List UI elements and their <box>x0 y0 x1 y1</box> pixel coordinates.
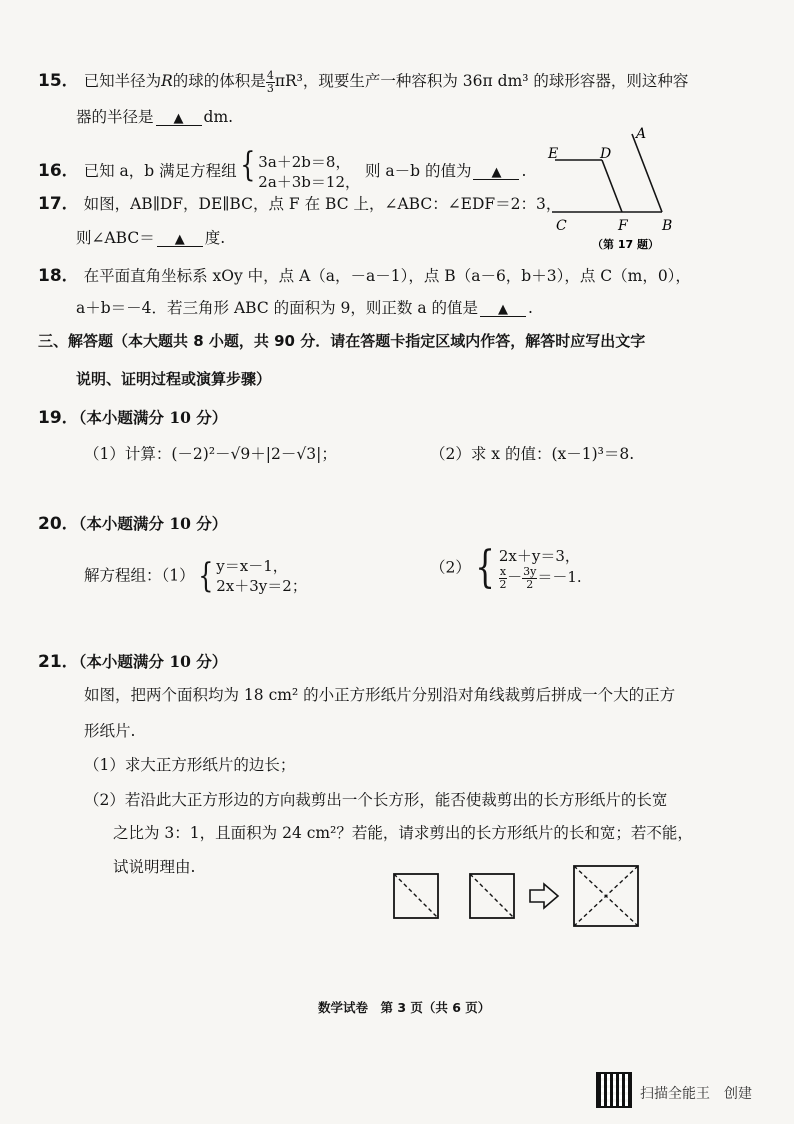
label-e: E <box>548 146 559 162</box>
q19-part2: （2）求 x 的值：(x－1)³＝8. <box>430 445 635 463</box>
q19-part1: （1）计算：(－2)²－√9＋|2－√3|； <box>84 445 337 463</box>
q17-figure <box>540 124 690 252</box>
scanner-watermark: 扫描全能王 创建 <box>640 1086 752 1102</box>
q17-number: 17． <box>38 194 79 214</box>
line-df <box>602 160 622 212</box>
q18-line2: a＋b＝－4．若三角形 ABC 的面积为 9，则正数 a 的值是 ▲ . <box>76 299 533 317</box>
q20-number: 20． <box>38 514 79 534</box>
label-b: B <box>662 218 673 234</box>
label-c: C <box>556 218 567 234</box>
q15-number: 15． <box>38 71 79 92</box>
system-brace: { <box>197 556 214 597</box>
q21-head: 21．（本小题满分 10 分） <box>38 652 228 672</box>
diagonal-2 <box>470 874 514 918</box>
q16: 16． 已知 a，b 满足方程组{ 3a＋2b＝8， 2a＋3b＝12， 则 a－b 的值为 ▲ . <box>38 145 527 191</box>
q20-head: 20．（本小题满分 10 分） <box>38 514 228 534</box>
q21-figure <box>392 864 648 930</box>
diagonal-1 <box>394 874 438 918</box>
q21-part2-line3: 试说明理由. <box>113 858 196 876</box>
answer-blank: ▲ <box>157 233 203 247</box>
line-ab <box>632 134 662 212</box>
section-heading: 三、解答题（本大题共 8 小题，共 90 分．请在答题卡指定区域内作答，解答时应写出文字 <box>38 332 646 350</box>
q20-system2: （2）{ 2x＋y＝3， $\frac{x}{2}$ － $\frac{3y}{2}$ ＝－1. <box>430 542 582 594</box>
qr-code-icon <box>596 1072 632 1108</box>
q17-line2: 则∠ABC＝ ▲ 度. <box>76 229 226 247</box>
q19-number: 19． <box>38 408 79 428</box>
arrow-icon <box>530 884 558 908</box>
q18-line1: 18． 在平面直角坐标系 xOy 中，点 A（a，－a－1），点 B（a－6，b＋3），点 C（m，0）， <box>38 266 691 286</box>
label-a: A <box>636 126 647 142</box>
page-footer: 数学试卷 第 3 页（共 6 页） <box>318 1000 491 1015</box>
system-brace: { <box>475 542 495 594</box>
system-brace: { <box>239 145 256 185</box>
q17-line1: 17． 如图，AB∥DF，DE∥BC，点 F 在 BC 上，∠ABC：∠EDF＝2：3， <box>38 194 562 214</box>
q21-line2: 形纸片. <box>84 722 136 740</box>
label-d: D <box>600 146 612 162</box>
q15-line1: 15． 已知半径为R的球的体积是 $\frac{4}{3}$ πR³，现要生产一种容积为 36π dm³ 的球形容器，则这种容 <box>38 69 689 95</box>
q20-system1: 解方程组：（1）{ y＝x－1， 2x＋3y＝2； <box>84 556 307 597</box>
q15-fraction: $\frac{4}{3}$ <box>266 69 274 95</box>
q21-part1: （1）求大正方形纸片的边长； <box>84 756 296 774</box>
answer-blank: ▲ <box>156 112 202 126</box>
q21-part2-line1: （2）若沿此大正方形边的方向裁剪出一个长方形，能否使裁剪出的长方形纸片的长宽 <box>84 791 668 809</box>
q16-system: 3a＋2b＝8， 2a＋3b＝12， <box>258 152 361 191</box>
section-heading-line2: 说明、证明过程或演算步骤） <box>76 370 272 388</box>
q18-number: 18． <box>38 266 79 286</box>
q16-number: 16． <box>38 161 79 181</box>
q21-line1: 如图，把两个面积均为 18 cm² 的小正方形纸片分别沿对角线裁剪后拼成一个大的正方 <box>84 686 676 704</box>
answer-blank: ▲ <box>480 303 526 317</box>
figure-caption: （第 17 题） <box>592 238 659 251</box>
answer-blank: ▲ <box>473 166 519 180</box>
large-diagonal-2 <box>574 866 638 926</box>
q19-head: 19．（本小题满分 10 分） <box>38 408 228 428</box>
q21-part2-line2: 之比为 3：1，且面积为 24 cm²？若能，请求剪出的长方形纸片的长和宽；若不能， <box>113 824 693 842</box>
q15-line2: 器的半径是 ▲ dm. <box>76 108 234 126</box>
q21-number: 21． <box>38 652 79 672</box>
label-f: F <box>618 218 628 234</box>
